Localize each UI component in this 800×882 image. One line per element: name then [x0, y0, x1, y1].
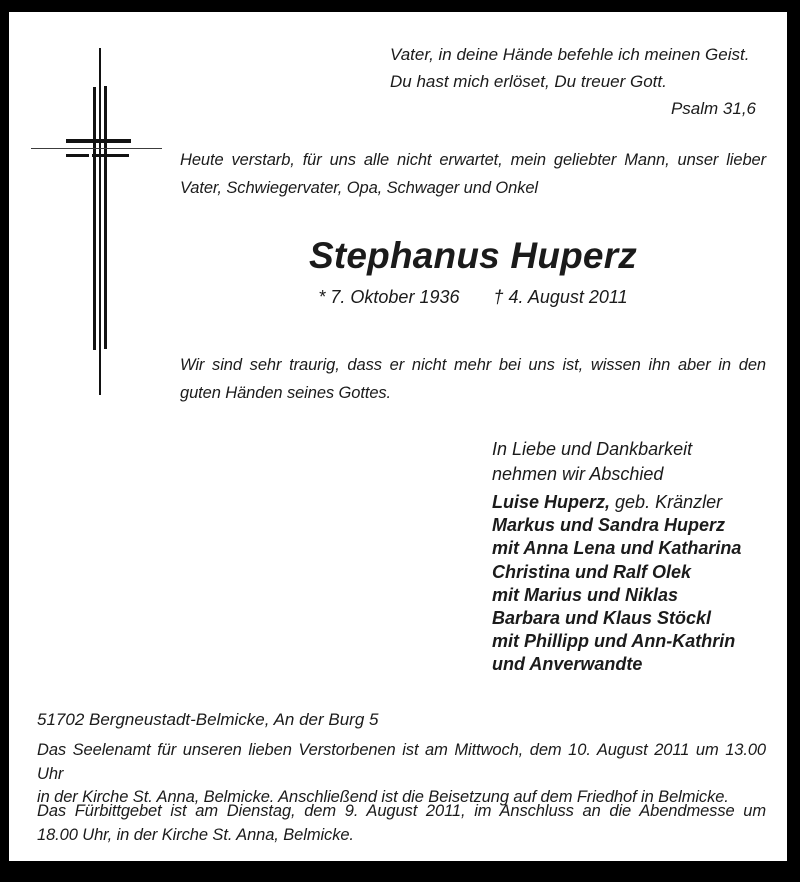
- cross-vertical-left: [93, 87, 96, 350]
- cross-bar-top: [66, 139, 131, 143]
- life-dates: [180, 285, 766, 309]
- psalm-quote-line-2: Du hast mich erlöset, Du treuer Gott.: [390, 72, 667, 91]
- intercession-line-1: Das Fürbittgebet ist am Dienstag, dem 9. August 2011, im Anschluss an die Abendmesse um: [37, 802, 766, 820]
- mourner-name: und Anverwandte: [492, 654, 643, 675]
- mourner-name: mit Anna Lena und Katharina: [492, 538, 742, 559]
- mourner-row: [492, 584, 741, 607]
- death-date: † 4. August 2011: [493, 287, 628, 307]
- mourner-row: [492, 537, 741, 560]
- mourner-name: mit Phillipp und Ann-Kathrin: [492, 631, 736, 652]
- cross-bar-thin-line: [31, 148, 162, 150]
- mourner-row: [492, 653, 741, 676]
- intro-line-1: Heute verstarb, für uns alle nicht erwartet, mein geliebter Mann, unser lieber: [180, 151, 766, 169]
- footer-address: 51702 Bergneustadt-Belmicke, An der Burg 5: [37, 710, 379, 729]
- psalm-attribution: Psalm 31,6: [670, 99, 756, 118]
- mourner-name: Luise Huperz,: [492, 492, 611, 512]
- mourner-name: Markus und Sandra Huperz: [492, 515, 726, 536]
- birth-date: * 7. Oktober 1936: [318, 287, 460, 307]
- farewell-line-2: nehmen wir Abschied: [492, 463, 664, 484]
- mourner-row: [492, 561, 741, 584]
- sorrow-paragraph: [180, 352, 766, 407]
- mourners-list: [492, 491, 741, 677]
- psalm-quote-line-1: Vater, in deine Hände befehle ich meinen Geist.: [390, 45, 750, 64]
- mourner-row: [492, 491, 741, 514]
- mourner-name: Barbara und Klaus Stöckl: [492, 608, 712, 629]
- mourner-row: [492, 514, 741, 537]
- sorrow-line-2: guten Händen seines Gottes.: [180, 383, 392, 402]
- farewell-statement: [492, 437, 692, 486]
- sorrow-line-1: Wir sind sehr traurig, dass er nicht mehr bei uns ist, wissen ihn aber in den: [180, 356, 766, 374]
- intercession-line-2: 18.00 Uhr, in der Kirche St. Anna, Belmicke.: [37, 826, 354, 844]
- intro-paragraph: [180, 147, 766, 202]
- mourner-row: [492, 630, 741, 653]
- cross-vertical-right: [104, 86, 107, 349]
- mourner-name-suffix: geb. Kränzler: [610, 492, 723, 512]
- requiem-line-1: Das Seelenamt für unseren lieben Verstorbenen ist am Mittwoch, dem 10. August 2011 um 13.00 Uhr: [37, 741, 766, 783]
- cross-vertical-thin: [99, 48, 101, 395]
- intercession-paragraph: [37, 799, 766, 847]
- deceased-name: Stephanus Huperz: [308, 235, 638, 276]
- mourner-row: [492, 607, 741, 630]
- farewell-line-1: In Liebe und Dankbarkeit: [492, 439, 693, 459]
- intro-line-2: Vater, Schwiegervater, Opa, Schwager und Onkel: [180, 178, 538, 197]
- cross-bar-bottom-right: [92, 154, 129, 158]
- cross-bar-bottom-left: [66, 154, 89, 158]
- psalm-quote: [390, 41, 756, 122]
- requiem-line-2: in der Kirche St. Anna, Belmicke. Anschließend ist die Beisetzung auf dem Friedhof in Belmicke.: [37, 788, 729, 806]
- mourner-name: Christina und Ralf Olek: [492, 561, 692, 582]
- mourner-name: mit Marius und Niklas: [492, 584, 679, 605]
